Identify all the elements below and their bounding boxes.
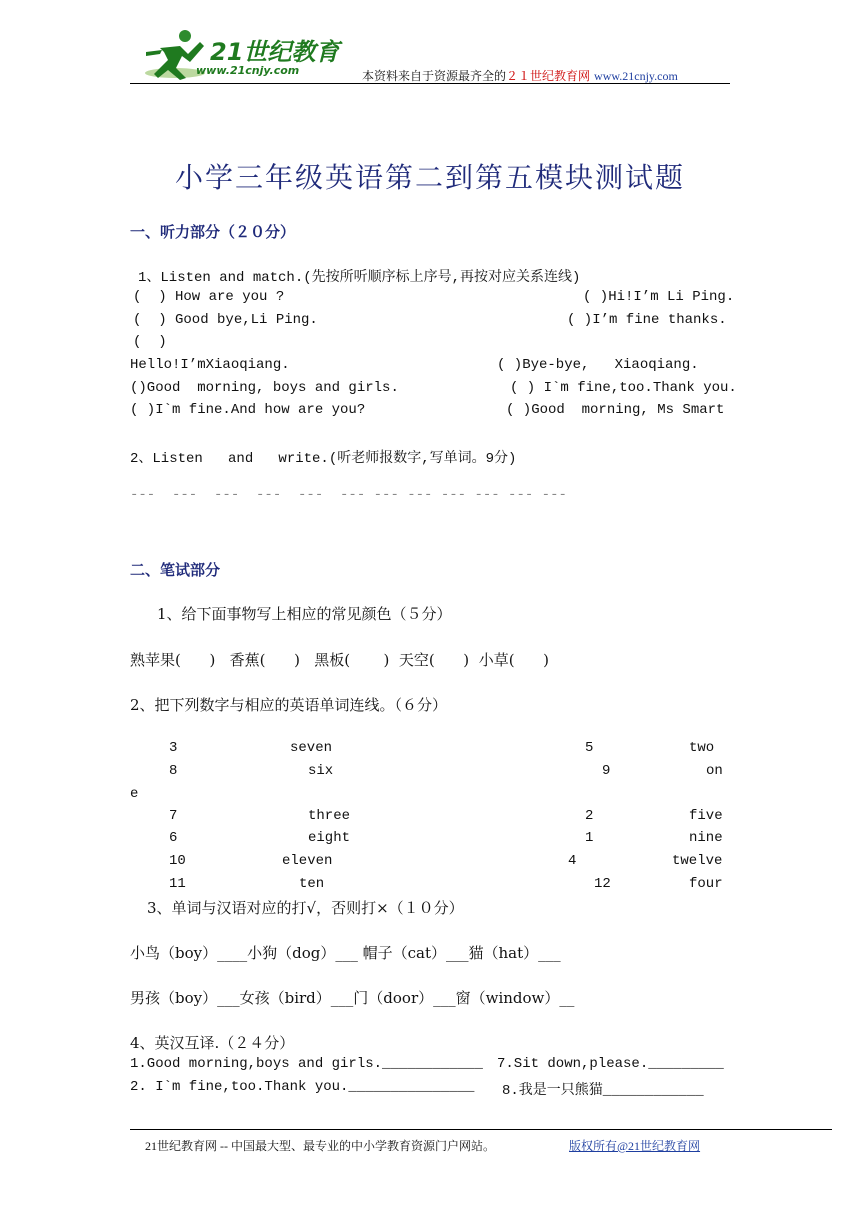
word-left-5: eleven [282, 853, 333, 869]
tick-line-2: 男孩（boy）___女孩（bird）___门（door）___窗（window）__ [130, 989, 575, 1007]
num-right-5: 4 [568, 853, 577, 869]
tick-line-1: 小鸟（boy）____小狗（dog）___ 帽子（cat）___猫（hat）___ [130, 944, 561, 962]
num-left-2: 8 [169, 763, 178, 779]
word-right-6: four [689, 876, 723, 892]
match-left-5: ()Good morning, boys and girls. [130, 380, 399, 396]
word-right-5: twelve [672, 853, 723, 869]
header-note [362, 67, 678, 84]
section-heading-written: 二、笔试部分 [130, 561, 221, 579]
match-left-4: Hello!I’mXiaoqiang. [130, 357, 290, 373]
translate-left-1: 1.Good morning,boys and girls.____________ [130, 1056, 483, 1072]
logo-url: www.21cnjy.com [196, 64, 300, 77]
logo-text: 21世纪教育 [210, 38, 340, 66]
header-note-url[interactable]: www.21cnjy.com [594, 69, 678, 83]
num-left-3: 7 [169, 808, 178, 824]
footer-copyright-link[interactable]: 版权所有@21世纪教育网 [569, 1139, 701, 1153]
match-right-6: ( )Good morning, Ms Smart [506, 402, 725, 418]
word-left-2: six [308, 763, 334, 779]
colors-items: 熟苹果( ) 香蕉( ) 黑板( ) 天空( ) 小草( ) [130, 651, 550, 669]
match-right-1: ( )Hi!I’m Li Ping. [583, 289, 735, 305]
num-right-6: 12 [594, 876, 611, 892]
word-right-3: five [689, 808, 723, 824]
word-left-3: three [308, 808, 351, 824]
word-left-4: eight [308, 830, 351, 846]
num-left-6: 11 [169, 876, 186, 892]
q2-instruction: 2、Listen and write.(听老师报数字,写单词。9分) [130, 451, 517, 467]
match-right-2: ( )I’m fine thanks. [567, 312, 727, 328]
num-left-1: 3 [169, 740, 178, 756]
write-blanks: --- --- --- --- --- --- --- --- --- --- --- --- [130, 487, 567, 503]
num-left-5: 10 [169, 853, 186, 869]
translate-instruction: 4、英汉互译.（２４分） [130, 1034, 295, 1052]
word-left-1: seven [290, 740, 333, 756]
q1-instruction: 1、Listen and match.(先按所听顺序标上序号,再按对应关系连线) [138, 270, 581, 286]
num-right-3: 2 [585, 808, 594, 824]
section-heading-listening: 一、听力部分（２０分） [130, 223, 296, 241]
word-right-4: nine [689, 830, 723, 846]
word-right-2: on [706, 763, 723, 779]
page-title: 小学三年级英语第二到第五模块测试题 [174, 161, 685, 194]
match-left-3: ( ) [133, 334, 167, 350]
site-logo [140, 28, 340, 84]
word-right-1: two [689, 740, 715, 756]
num-right-1: 5 [585, 740, 594, 756]
footer-text: 21世纪教育网 -- 中国最大型、最专业的中小学教育资源门户网站。 [145, 1139, 495, 1153]
match-right-4: ( )Bye-bye, Xiaoqiang. [497, 357, 699, 373]
num-right-4: 1 [585, 830, 594, 846]
colors-instruction: 1、给下面事物写上相应的常见颜色（５分） [157, 605, 452, 623]
header-rule [130, 83, 730, 84]
numbers-instruction: 2、把下列数字与相应的英语单词连线。（６分） [130, 696, 448, 714]
translate-right-2: 8.我是一只熊猫____________ [502, 1083, 704, 1099]
header-note-prefix: 本资料来自于资源最齐全的 [362, 69, 507, 83]
header-note-brand: ２１世纪教育网 [506, 69, 591, 83]
match-left-6: ( )I`m fine.And how are you? [130, 402, 366, 418]
translate-left-2: 2. I`m fine,too.Thank you._______________ [130, 1079, 475, 1095]
tick-instruction: 3、单词与汉语对应的打√，否则打×（１０分） [147, 899, 464, 917]
num-left-4: 6 [169, 830, 178, 846]
match-left-2: ( ) Good bye,Li Ping. [133, 312, 318, 328]
match-right-5: ( ) I`m fine,too.Thank you. [510, 380, 737, 396]
match-left-1: ( ) How are you ? [133, 289, 285, 305]
word-left-6: ten [299, 876, 325, 892]
word-right-2-wrap: e [130, 786, 139, 802]
translate-right-1: 7.Sit down,please._________ [497, 1056, 724, 1072]
footer-rule [130, 1129, 832, 1130]
num-right-2: 9 [602, 763, 611, 779]
